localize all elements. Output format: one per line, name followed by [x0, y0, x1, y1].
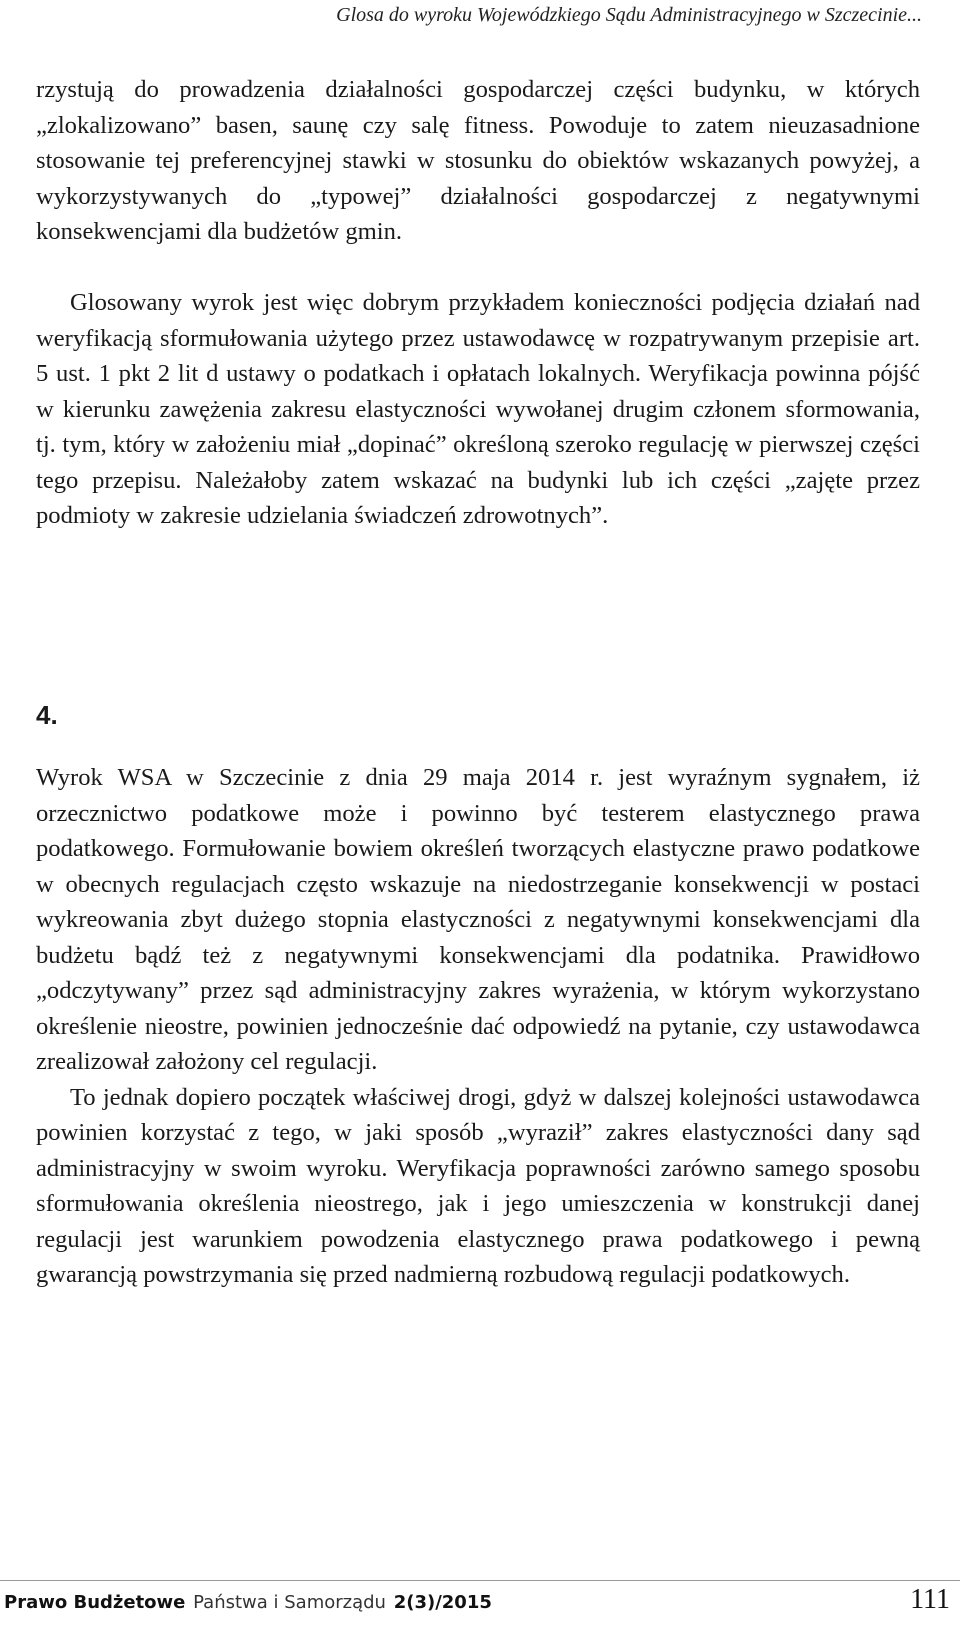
- paragraph: Wyrok WSA w Szczecinie z dnia 29 maja 2014 r. jest wyraźnym sygnałem, iż orzecznictwo podatkowe może i powinno być testerem elastycznego prawa podatkowego. Formułowanie bowiem określeń tworzących elastyczne prawo podatkowe w obecnych regulacjach często wskazuje na niedostrzeganie konsekwencji w postaci wykreowania zbyt dużego stopnia elastyczności z negatywnymi konsekwencjami dla budżetu bądź też z negatywnymi konsekwencjami dla podatnika. Prawidłowo „odczytywany” przez sąd administracyjny zakres wyrażenia, w którym wykorzystano określenie nieostre, powinien jednocześnie dać odpowiedź na pytanie, czy ustawodawca zrealizował założony cel regulacji.: [36, 764, 920, 1075]
- section-body: [36, 760, 920, 1293]
- paragraph: To jednak dopiero początek właściwej drogi, gdyż w dalszej kolejności ustawodawca powinien korzystać z tego, w jaki sposób „wyraził” zakres elastyczności dany sąd administracyjny w swoim wyroku. Weryfikacja poprawności zarówno samego sposobu sformułowania określenia nieostrego, jak i jego umieszczenia w konstrukcji danej regulacji jest warunkiem powodzenia elastycznego prawa podatkowego i pewną gwarancją powstrzymania się przed nadmierną rozbudową regulacji podatkowych.: [36, 1083, 920, 1288]
- journal-issue: 2(3)/2015: [393, 1592, 492, 1613]
- paragraph-continued: rzystują do prowadzenia działalności gospodarczej części budynku, w których „zlokalizowano” basen, saunę czy salę fitness. Powoduje to zatem nieuzasadnione stosowanie tej preferencyjnej stawki w stosunku do obiektów wskazanych powyżej, a wykorzystywanych do „typowej” działalności gospodarczej z negatywnymi konsekwencjami dla budżetów gmin.: [36, 76, 920, 245]
- journal-brand: Prawo Budżetowe: [4, 1592, 186, 1613]
- footer-rule: [0, 1580, 960, 1581]
- journal-subtitle: Państwa i Samorządu: [193, 1592, 386, 1613]
- running-header: Glosa do wyroku Wojewódzkiego Sądu Administracyjnego w Szczecinie...: [336, 4, 922, 26]
- section-number: 4.: [36, 700, 58, 730]
- page-number: 111: [910, 1584, 950, 1615]
- journal-title: [4, 1592, 492, 1613]
- paragraph: Glosowany wyrok jest więc dobrym przykładem konieczności podjęcia działań nad weryfikacją sformułowania użytego przez ustawodawcę w rozpatrywanym przepisie art. 5 ust. 1 pkt 2 lit d ustawy o podatkach i opłatach lokalnych. Weryfikacja powinna pójść w kierunku zawężenia zakresu elastyczności wywołanej drugim członem sformowania, tj. tym, który w założeniu miał „dopinać” określoną szeroko regulację w pierwszej części tego przepisu. Należałoby zatem wskazać na budynki lub ich części „zajęte przez podmioty w zakresie udzielania świadczeń zdrowotnych”.: [36, 289, 920, 529]
- page-footer: [0, 1580, 960, 1624]
